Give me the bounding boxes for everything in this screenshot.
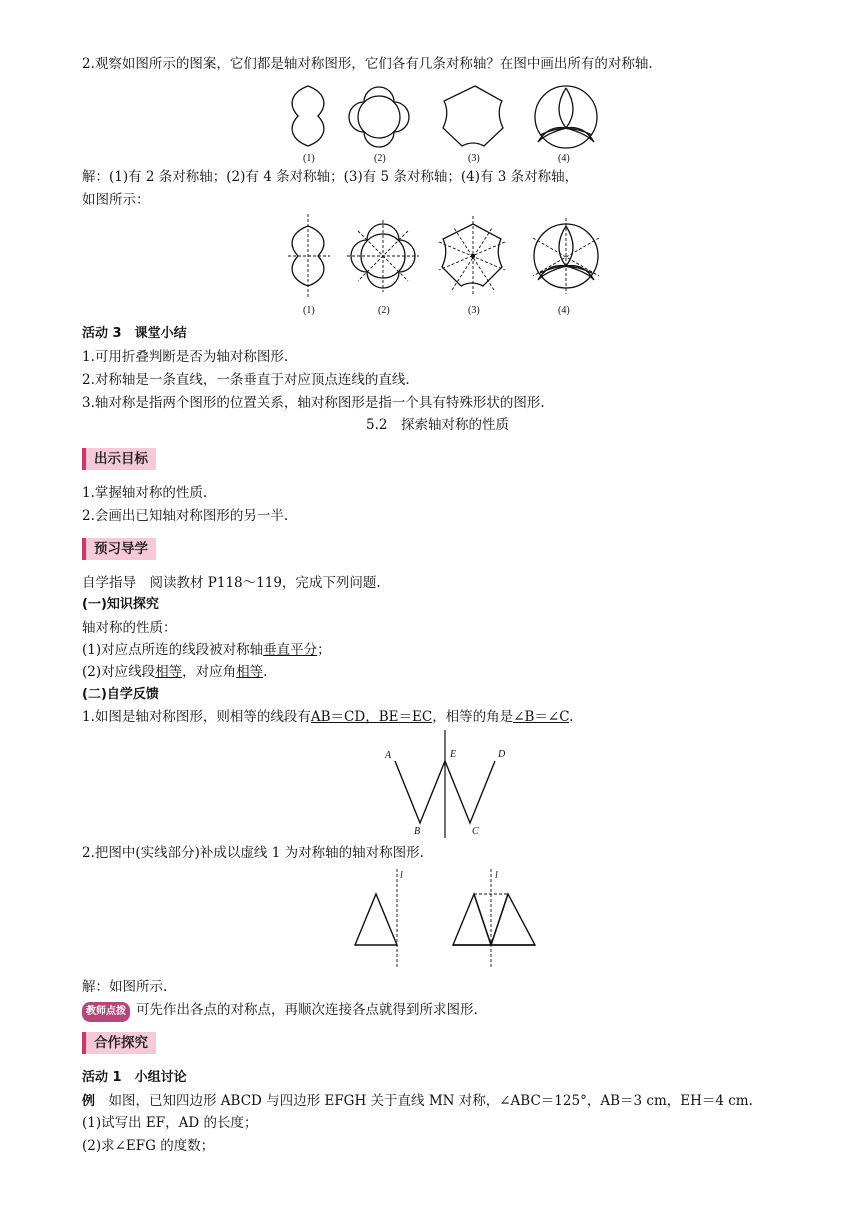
example-label: 例 [82,1094,96,1109]
badge-goals: 出示目标 [82,448,156,470]
w-shape-figure [370,730,570,840]
summary-item-1: 1.可用折叠判断是否为轴对称图形. [82,349,289,365]
property-1 [82,641,331,659]
example-question-2: (2)求∠EFG 的度数； [82,1138,215,1154]
figure-4-with-axes [533,218,599,294]
figure-2-with-axes [347,220,419,292]
feedback-1-mid: ，相等的角是 [432,709,514,725]
feedback-1-prefix: 1.如图是轴对称图形，则相等的线段有 [82,709,311,725]
figure-label-1: (1) [303,153,315,164]
point-label-a: A [385,750,392,761]
example-problem [82,1092,753,1111]
point-label-b: B [414,826,421,837]
figure-label-4b: (4) [558,305,570,316]
teacher-tip-tag: 教师点拨 [82,1002,130,1022]
feedback-1-answer-2: ∠B＝∠C [513,709,570,725]
figure-label-3: (3) [468,153,480,164]
point-label-e: E [450,749,457,760]
figure-1-bulb-shape [292,86,324,146]
point-label-d: D [498,749,506,760]
activity-3-title: 活动 3 课堂小结 [82,326,187,341]
feedback-2-answer: 解：如图所示. [82,979,168,995]
answer-line-2: 如图所示： [82,192,150,208]
feedback-2: 2.把图中(实线部分)补成以虚线 1 为对称轴的轴对称图形. [82,845,424,861]
badge-cooperation: 合作探究 [82,1032,156,1054]
self-study-guide: 自学指导 阅读教材 P118～119，完成下列问题. [82,575,381,591]
teacher-tip-text: 可先作出各点的对称点，再顺次连接各点就得到所求图形. [136,1002,478,1018]
property-2-answer-2: 相等 [236,664,264,680]
cooperation-activity-1: 活动 1 小组讨论 [82,1070,187,1085]
axis-label-right: l [495,870,498,881]
part-1-title: (一)知识探究 [82,597,159,612]
figure-label-3b: (3) [468,305,480,316]
figure-2-four-petal-shape [349,87,409,147]
badge-preview: 预习导学 [82,538,156,560]
property-title: 轴对称的性质： [82,620,177,636]
figures-row-2 [0,212,860,317]
property-2 [82,663,267,681]
property-2-answer-1: 相等 [155,664,183,680]
goal-item-1: 1.掌握轴对称的性质. [82,485,208,501]
question-2-prompt: 2.观察如图所示的图案，它们都是轴对称图形，它们各有几条对称轴？在图中画出所有的对称轴. [82,56,653,72]
example-question-1: (1)试写出 EF，AD 的长度； [82,1115,258,1131]
figure-label-1b: (1) [303,305,315,316]
figure-3-with-axes [439,216,505,296]
figure-3-star-shape [443,86,503,146]
original-triangle-figure [355,869,403,969]
figure-label-4: (4) [558,153,570,164]
section-title: 5.2 探索轴对称的性质 [366,417,509,433]
figure-label-2: (2) [374,153,386,164]
part-2-title: (二)自学反馈 [82,687,159,702]
triangle-figures [340,862,590,972]
property-1-suffix: ； [317,642,331,658]
feedback-1 [82,708,573,726]
figures-row-1 [0,80,860,170]
figure-label-2b: (2) [378,305,390,316]
property-1-prefix: (1)对应点所连的线段被对称轴 [82,642,264,658]
feedback-1-suffix: . [569,709,574,725]
answer-line-1: 解：(1)有 2 条对称轴；(2)有 4 条对称轴；(3)有 5 条对称轴；(4)有 3 条对称轴， [82,169,579,185]
property-1-answer: 垂直平分 [263,642,318,658]
point-label-c: C [472,826,479,837]
property-2-prefix: (2)对应线段 [82,664,156,680]
summary-item-2: 2.对称轴是一条直线，一条垂直于对应顶点连线的直线. [82,372,410,388]
property-2-suffix: . [263,664,268,680]
feedback-1-answer-1: AB＝CD，BE＝EC [310,709,433,725]
goal-item-2: 2.会画出已知轴对称图形的另一半. [82,508,289,524]
property-2-mid: ，对应角 [182,664,237,680]
completed-figure [453,869,535,969]
figure-1-with-axes [288,214,330,298]
teacher-tip [82,1001,478,1022]
example-text: 如图，已知四边形 ABCD 与四边形 EFGH 关于直线 MN 对称，∠ABC＝125°，AB＝3 cm，EH＝4 cm. [95,1093,753,1109]
axis-label-left: l [400,870,403,881]
figure-4-circle-petals [535,86,597,148]
summary-item-3: 3.轴对称是指两个图形的位置关系，轴对称图形是指一个具有特殊形状的图形. [82,395,545,411]
